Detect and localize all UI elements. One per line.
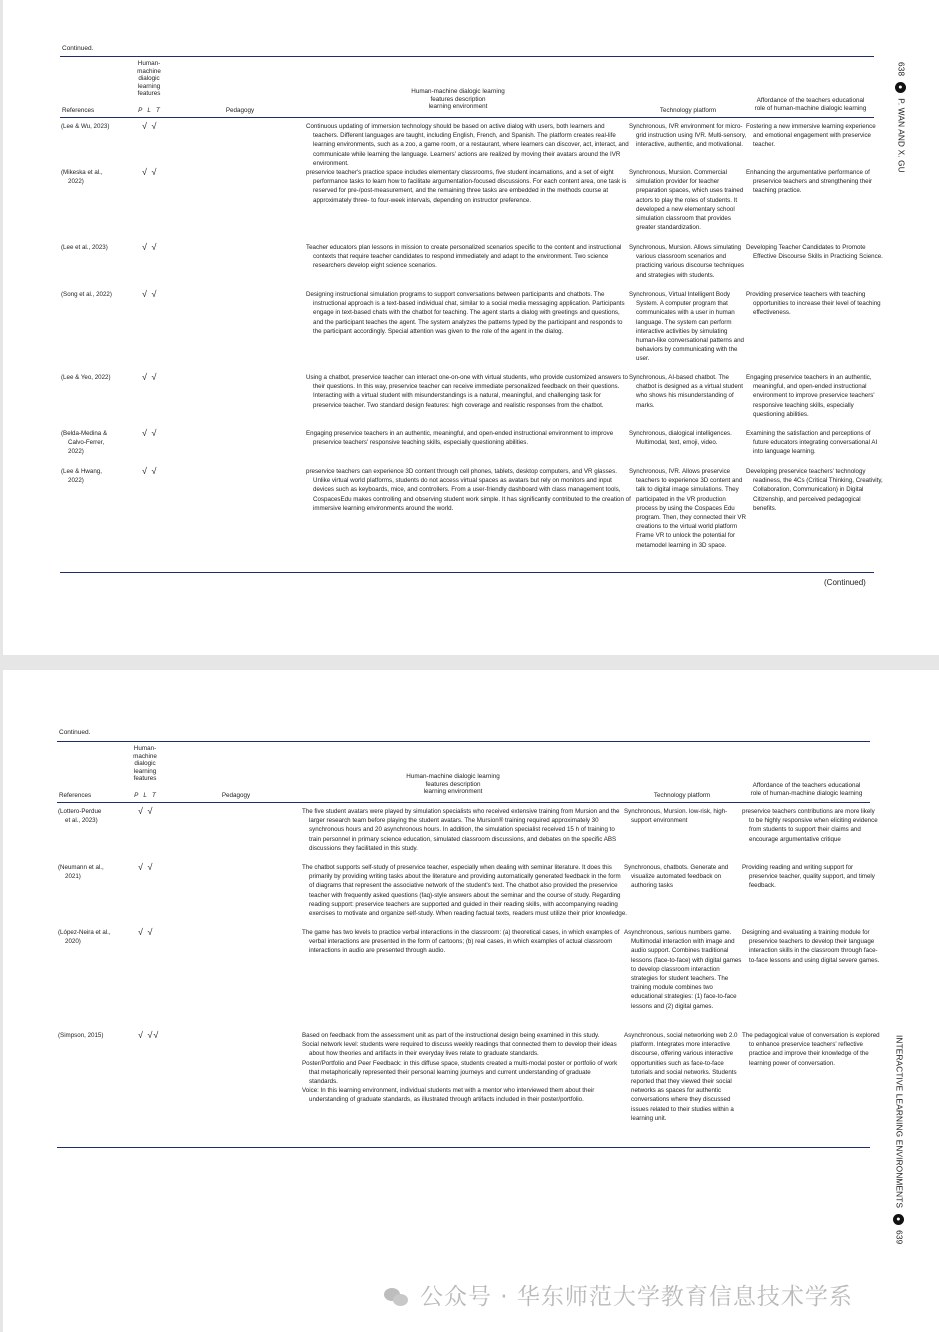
- header-desc-line: features description: [425, 780, 481, 788]
- table-top-rule: [60, 56, 874, 57]
- row-checks: √ √: [138, 927, 154, 937]
- row-description: Using a chatbot, preservice teacher can interact one-on-one with virtual students, who provide customized answers to their questions. In this way, preservice teacher can receive immediate personalized feedback on their questions. Interacting with a virtual student with misunderstandings is a natural, meaningful, and challenging task for preservice teacher. Two standard design features: high coverage and realistic responses from the chatbot.: [306, 374, 628, 409]
- row-checks: √ √√: [138, 1030, 160, 1040]
- description-paragraph: The chatbot supports self-study of preservice teacher, especially when dealing with seminar literature. It does this primarily by providing writing tasks about the literature and providing automatically generated feedback in the form of diagrams that represent the associative network of the student's text. The chatbot also provided the preservice teacher with frequently asked questions (faq)-style answers about the seminar and the course of study. Regarding reading support: preservice teachers are supported and guided in their reading skills, with accompanying reading exercises to motivate and organize self-study. When reading factual texts, readers must utilize their prior knowledge.: [302, 864, 628, 918]
- table-bottom-rule: [57, 1147, 870, 1148]
- row-checks: √ √: [142, 289, 158, 299]
- reference-line: Calvo-Ferrer,: [68, 439, 105, 447]
- row-technology: Synchronous, chatbots. Generate and visualize automated feedback on authoring tasks: [624, 864, 729, 890]
- row-reference: [61, 122, 123, 131]
- row-description: preservice teachers can experience 3D content through cell phones, tablets, desktop computers, and VR glasses. Unlike virtual world platforms, students do not access virtual spaces as avatars but rely on monitors and input devices such as keyboards, mice, and controllers. From a user-friendly dashboard with class management tools, CospacesEdu makes controlling and observing student work simple. It has significantly contributed to the creation of immersive learning environments around the world.: [306, 468, 631, 512]
- header-affordance: [743, 97, 878, 112]
- description-paragraph: Poster/Portfolio and Peer Feedback: in this diffuse space, students created a multi-modal poster or portfolio of work that metaphorically represented their personal learning journeys and current understanding of graduate standards.: [302, 1059, 618, 1086]
- header-features-line: features: [133, 775, 157, 783]
- row-description: Continuous updating of immersion technology should be based on active dialog with users, both learners and teachers. Different languages are taught, including English, French, and Spanish. The platform creates real-life learning environments, such as a zoo, a game room, or a restaurant, where learners can discover, act, interact, and communicate while learning the language. Learners' actions are realized by moving their avatars around the IVR environment.: [306, 123, 629, 167]
- row-checks: √ √: [142, 372, 158, 382]
- row-reference: [61, 290, 123, 299]
- continued-label: Continued.: [59, 729, 91, 736]
- row-technology: Synchronous, IVR. Allows preservice teachers to experience 3D content and talk to digital image simulations. They participated in the VR production process by using the Cospaces Edu program. Then, they connected their VR creations to the virtual world platform Frame VR to unlock the potential for metamodel learning in 3D space.: [629, 468, 746, 549]
- row-technology: Synchronous, Virtual Intelligent Body System. A computer program that communicates with a user in human language. The system can perform interactive activities by simulating human-like conversational patterns and behaviors by communicating with the user.: [629, 291, 745, 363]
- row-description: preservice teacher's practice space includes elementary classrooms, five student incarnations, and a set of eight performance tasks to learn how to facilitate argumentation-focused discussions. For each content area, one task is reserved for pre-/post-measurement, and the remaining three tasks are embedded in the methods course at approximately three- to four-week intervals, depending on instructor preference.: [306, 169, 627, 204]
- row-reference: [61, 168, 123, 186]
- row-technology: Synchronous, Mursion. Allows simulating various classroom scenarios and practicing various discourse techniques and strategies with students.: [629, 244, 744, 279]
- row-checks: √ √: [138, 806, 154, 816]
- header-affordance: [739, 782, 874, 797]
- row-reference: [58, 928, 122, 946]
- row-affordance: preservice teachers contributions are more likely to be highly responsive when eliciting evidence from students to support their claims and encourage argumentative critique: [742, 808, 878, 843]
- row-reference: [61, 373, 123, 382]
- table-top-rule: [57, 741, 870, 742]
- row-description: [302, 863, 627, 918]
- row-description: Designing instructional simulation programs to support conversations between participants and chatbots. The instructional approach is a text-based individual chat, similar to a social media messaging application. Participants engage in text-based chats with the chatbot for teaching. The agent starts a dialog with greetings and questions, and the participant teaches the agent. The system analyzes the patterns typed by the participant and responds to the participant accordingly. Special attention was given to the role of the agent in the dialog.: [306, 291, 625, 335]
- row-technology: Synchronous, Mursion. Commercial simulation provider for teacher preparation spaces, which uses trained actors to play the roles of students. It developed a new elementary school simulation classroom that provides greater standardization.: [629, 169, 744, 232]
- header-desc-line: learning environment: [423, 788, 483, 796]
- header-afford-line: role of human-machine dialogic learning: [750, 789, 863, 797]
- table-bottom-rule: [60, 572, 874, 573]
- wechat-icon: [384, 1288, 410, 1308]
- row-affordance: Fostering a new immersive learning experience and emotional engagement with preservice teacher.: [746, 123, 876, 149]
- reference-line: (Lee et al., 2023): [61, 244, 108, 251]
- header-features-line: learning: [137, 82, 161, 90]
- row-checks: √ √: [142, 428, 158, 438]
- row-checks: √ √: [142, 242, 158, 252]
- header-features-line: machine: [133, 752, 157, 760]
- header-desc-line: features description: [430, 95, 486, 103]
- header-afford-line: Affordance of the teachers educational: [752, 782, 861, 789]
- row-description: [302, 1031, 620, 1105]
- description-paragraph: Based on feedback from the assessment unit as part of the instructional design being examined in this study.: [302, 1032, 600, 1039]
- row-description: Engaging preservice teachers in an authentic, meaningful, and open-ended instructional environment to improve preservice teachers' responsive teaching skills, especially questioning abilities.: [306, 430, 614, 447]
- header-pedagogy: Pedagogy: [225, 107, 255, 114]
- row-reference: [58, 863, 122, 881]
- row-technology: Synchronous, Mursion. low-risk, high-support environment: [624, 808, 728, 825]
- journal-logo-icon: ●: [895, 82, 906, 93]
- row-affordance: Developing Teacher Candidates to Promote Effective Discourse Skills in Practicing Science.: [746, 244, 883, 261]
- header-afford-line: Affordance of the teachers educational: [756, 97, 865, 104]
- row-checks: √ √: [142, 167, 158, 177]
- header-description: [378, 773, 528, 796]
- reference-line: (Song et al., 2022): [61, 291, 112, 298]
- header-description: [383, 88, 533, 111]
- header-references: References: [62, 107, 95, 114]
- page-number: 639: [894, 1230, 904, 1245]
- reference-line: (López-Neira et al.,: [58, 929, 111, 936]
- reference-line: et al., 2023): [65, 817, 98, 825]
- header-features-line: features: [137, 90, 161, 98]
- row-reference: [58, 1031, 122, 1040]
- running-journal: INTERACTIVE LEARNING ENVIRONMENTS: [894, 1035, 904, 1209]
- header-features-line: learning: [133, 767, 157, 775]
- page-639: [3, 670, 939, 1332]
- header-pedagogy: Pedagogy: [221, 792, 251, 799]
- journal-logo-icon: ●: [893, 1214, 904, 1225]
- reference-line: 2022): [68, 477, 84, 485]
- description-paragraph: Social network level: students were required to discuss weekly readings that connected them to develop their ideas about how theories and artifacts in their everyday lives relate to graduate standards.: [302, 1041, 617, 1058]
- header-plt: P L T: [138, 107, 160, 114]
- row-technology: Asynchronous, social networking web 2.0 platform. Integrates more interactive discourse, offering various interactive opportunities such as face-to-face tutorials and social networks. Students reported that they viewed their social networks as spaces for authentic conversations where they discussed issues related to their studies within a learning unit.: [624, 1032, 738, 1122]
- row-checks: √ √: [138, 862, 154, 872]
- row-checks: √ √: [142, 466, 158, 476]
- row-affordance: Developing preservice teachers' technology readiness, the 4Cs (Critical Thinking, Creativity, Collaboration, Communication) in Digital Citizenship, and perceived pedagogical benefits.: [746, 468, 883, 512]
- row-affordance: Providing reading and writing support for preservice teacher, quality support, and timely feedback.: [742, 864, 875, 890]
- header-technology: Technology platform: [653, 792, 711, 799]
- row-reference: [58, 807, 122, 825]
- row-technology: Synchronous, IVR environment for micro-grid instruction using IVR. Multi-sensory, interactive, authentic, and motivational.: [629, 123, 747, 149]
- header-features-line: Human-: [137, 60, 161, 67]
- header-features-line: dialogic: [134, 760, 156, 768]
- row-affordance: Enhancing the argumentative performance of preservice teachers and strengthening their teaching practice.: [746, 169, 873, 195]
- header-features-line: Human-: [133, 745, 157, 752]
- header-references: References: [59, 792, 92, 799]
- row-technology: Asynchronous, serious numbers game. Multimodal interaction with image and audio support. Combines traditional lessons (face-to-face) with digital games to develop classroom interaction strategies for student teachers. The training module combines two educational strategies: (1) face-to-face lessons and (2) digital games.: [624, 929, 742, 1010]
- description-paragraph: The game has two levels to practice verbal interactions in the classroom: (a) theoretical cases, in which examples of verbal interactions are presented in the form of cartoons; (b) real cases, in which examples of actual classroom interactions in audio are presented through audio.: [302, 929, 620, 955]
- header-features-line: machine: [137, 67, 161, 75]
- header-features: [119, 745, 171, 783]
- row-affordance: Engaging preservice teachers in an authentic, meaningful, and open-ended instructional environment to improve preservice teachers' responsive teaching skills, especially questioning abilities.: [746, 374, 875, 418]
- continued-note: (Continued): [824, 578, 866, 587]
- reference-line: (Neumann et al.,: [58, 864, 104, 871]
- row-affordance: Examining the satisfaction and perceptions of future educators integrating conversational AI into language learning.: [746, 430, 878, 456]
- table-header-rule: [60, 117, 874, 118]
- reference-line: 2020): [65, 938, 81, 946]
- wechat-watermark: [384, 1278, 853, 1311]
- header-plt: P L T: [134, 792, 156, 799]
- row-checks: √ √: [142, 121, 158, 131]
- reference-line: (Mikeska et al.,: [61, 169, 103, 176]
- header-desc-line: Human-machine dialogic learning: [406, 773, 500, 780]
- description-paragraph: Voice: In this learning environment, individual students met with a mentor who interviewed them about their understanding of graduate standards, as illustrated through artifacts included in their poster/portfolio.: [302, 1087, 595, 1104]
- header-features-line: dialogic: [138, 75, 160, 83]
- watermark-text: 公众号 · 华东师范大学教育信息技术学系: [420, 1284, 853, 1310]
- header-technology: Technology platform: [659, 107, 717, 114]
- row-technology: Synchronous, AI-based chatbot. The chatbot is designed as a virtual student who shows his misunderstanding of marks.: [629, 374, 743, 409]
- reference-line: 2021): [65, 873, 81, 881]
- header-features: [123, 60, 175, 98]
- row-description: Teacher educators plan lessons in mission to create personalized scenarios specific to the content and instructional contexts that require teacher candidates to respond immediately and adapt to the environment. Two science researchers develop eight science scenarios.: [306, 244, 622, 270]
- row-description: [302, 928, 627, 956]
- reference-line: (Lee & Yeo, 2022): [61, 374, 111, 381]
- running-header: [893, 1035, 904, 1244]
- row-reference: [61, 429, 123, 457]
- running-header: [895, 62, 906, 173]
- running-authors: P. WAN AND X. GU: [896, 98, 906, 173]
- reference-line: (Belda-Medina &: [61, 430, 108, 437]
- description-paragraph: The five student avatars were played by simulation specialists who received extensive training from Mursion and the larger research team before playing the student avatars. The Mursion® training required approximately 30 synchronous hours and 20 asynchronous hours. In addition, the simulation specialist received 15 h of training to train personnel in primary science education, simulated classroom discussions, and debates on the specific ABS discussions they facilitated in this study.: [302, 808, 620, 852]
- row-description: [302, 807, 627, 853]
- page-638: [3, 0, 939, 655]
- reference-line: 2022): [68, 178, 84, 186]
- table-header-rule: [57, 802, 870, 803]
- header-desc-line: Human-machine dialogic learning: [411, 88, 505, 95]
- row-reference: [61, 467, 123, 485]
- row-affordance: Designing and evaluating a training module for preservice teachers to develop their language interaction skills in the classroom through face-to-face lessons and using digital severe games.: [742, 929, 880, 964]
- row-affordance: Providing preservice teachers with teaching opportunities to increase their level of teaching effectiveness.: [746, 291, 881, 317]
- reference-line: 2022): [68, 448, 84, 456]
- row-affordance: The pedagogical value of conversation is explored to enhance preservice teachers' reflective practice and improve their knowledge of the learning power of conversation.: [742, 1032, 880, 1067]
- reference-line: (Simpson, 2015): [58, 1032, 104, 1039]
- reference-line: (Lottero-Perdue: [58, 808, 102, 815]
- header-desc-line: learning environment: [428, 103, 488, 111]
- page-number: 638: [896, 62, 906, 77]
- reference-line: (Lee & Wu, 2023): [61, 123, 110, 130]
- reference-line: (Lee & Hwang,: [61, 468, 102, 475]
- header-afford-line: role of human-machine dialogic learning: [754, 104, 867, 112]
- row-technology: Synchronous, dialogical intelligences. Multimodal, text, emoji, video.: [629, 430, 732, 447]
- continued-label: Continued.: [62, 45, 94, 52]
- row-reference: [61, 243, 123, 252]
